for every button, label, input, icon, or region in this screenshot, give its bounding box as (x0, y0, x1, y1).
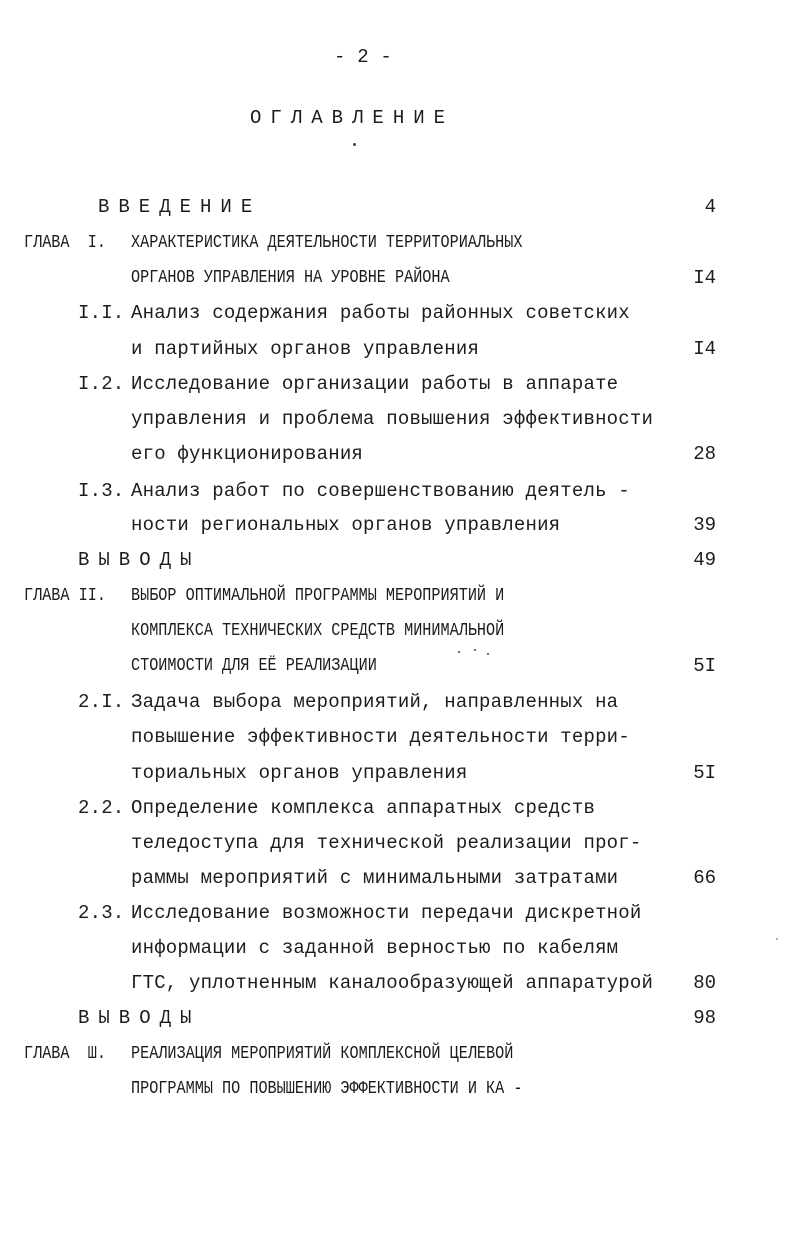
toc-section-2-1-number: 2.I. (78, 691, 125, 713)
print-speck (776, 938, 778, 940)
toc-page-section-1-1: I4 (693, 338, 716, 360)
print-speck (353, 143, 356, 146)
toc-section-2-2-number: 2.2. (78, 797, 125, 819)
toc-section-1-2-line3: его функционирования (131, 443, 364, 465)
print-speck (474, 649, 476, 651)
toc-page-introduction: 4 (704, 196, 716, 218)
toc-section-2-3-number: 2.3. (78, 902, 125, 924)
toc-chapter-2-title-line2: КОМПЛЕКСА ТЕХНИЧЕСКИХ СРЕДСТВ МИНИМАЛЬНОЙ (131, 620, 505, 641)
toc-page-chapter-1: I4 (693, 267, 716, 289)
toc-section-2-3-line3: ГТС, уплотненным каналообразующей аппаратурой (131, 972, 654, 994)
toc-chapter-2-title-line3: СТОИМОСТИ ДЛЯ ЕЁ РЕАЛИЗАЦИИ (131, 655, 377, 676)
toc-section-1-3-line2: ности региональных органов управления (131, 514, 561, 536)
toc-section-1-1-line2: и партийных органов управления (131, 338, 480, 360)
toc-section-1-2-line2: управления и проблема повышения эффективности (131, 408, 654, 430)
toc-conclusions-2: ВЫВОДЫ (78, 1007, 201, 1029)
toc-section-2-2-line1: Определение комплекса аппаратных средств (131, 797, 596, 819)
toc-chapter-3-title-line2: ПРОГРАММЫ ПО ПОВЫШЕНИЮ ЭФФЕКТИВНОСТИ И КА - (131, 1078, 523, 1099)
toc-page-conclusions-1: 49 (693, 549, 716, 571)
toc-chapter-2-title-line1: ВЫБОР ОПТИМАЛЬНОЙ ПРОГРАММЫ МЕРОПРИЯТИЙ И (131, 585, 505, 606)
toc-section-1-1-number: I.I. (78, 302, 125, 324)
print-speck (487, 653, 489, 655)
toc-page-chapter-2: 5I (693, 655, 716, 677)
toc-chapter-3-title-line1: РЕАЛИЗАЦИЯ МЕРОПРИЯТИЙ КОМПЛЕКСНОЙ ЦЕЛЕВОЙ (131, 1043, 514, 1064)
toc-section-2-1-line2: повышение эффективности деятельности терри- (131, 726, 630, 748)
toc-chapter-3-label: ГЛАВА Ш. (24, 1043, 106, 1064)
page-number: - 2 - (334, 46, 393, 68)
toc-section-2-1-line3: ториальных органов управления (131, 762, 468, 784)
toc-section-1-3-line1: Анализ работ по совершенствованию деятель - (131, 480, 630, 502)
toc-section-1-2-number: I.2. (78, 373, 125, 395)
toc-section-2-3-line1: Исследование возможности передачи дискретной (131, 902, 642, 924)
toc-section-2-3-line2: информации с заданной верностью по кабелям (131, 937, 619, 959)
toc-chapter-1-title-line1: ХАРАКТЕРИСТИКА ДЕЯТЕЛЬНОСТИ ТЕРРИТОРИАЛЬНЫХ (131, 232, 523, 253)
toc-section-1-2-line1: Исследование организации работы в аппарате (131, 373, 619, 395)
toc-section-2-2-line3: раммы мероприятий с минимальными затратами (131, 867, 619, 889)
toc-section-2-2-line2: теледоступа для технической реализации прог- (131, 832, 642, 854)
toc-section-2-1-line1: Задача выбора мероприятий, направленных на (131, 691, 619, 713)
toc-chapter-2-label: ГЛАВА II. (24, 585, 106, 606)
toc-chapter-1-label: ГЛАВА I. (24, 232, 106, 253)
toc-page-conclusions-2: 98 (693, 1007, 716, 1029)
toc-section-1-3-number: I.3. (78, 480, 125, 502)
print-speck (458, 651, 460, 653)
toc-section-1-1-line1: Анализ содержания работы районных советских (131, 302, 630, 324)
toc-conclusions-1: ВЫВОДЫ (78, 549, 201, 571)
toc-heading: ОГЛАВЛЕНИЕ (250, 107, 455, 129)
toc-page-section-1-2: 28 (693, 443, 716, 465)
toc-page-section-2-1: 5I (693, 762, 716, 784)
toc-chapter-1-title-line2: ОРГАНОВ УПРАВЛЕНИЯ НА УРОВНЕ РАЙОНА (131, 267, 450, 288)
toc-page-section-2-2: 66 (693, 867, 716, 889)
toc-entry-introduction: ВВЕДЕНИЕ (98, 196, 262, 218)
toc-page-section-2-3: 80 (693, 972, 716, 994)
toc-page-section-1-3: 39 (693, 514, 716, 536)
